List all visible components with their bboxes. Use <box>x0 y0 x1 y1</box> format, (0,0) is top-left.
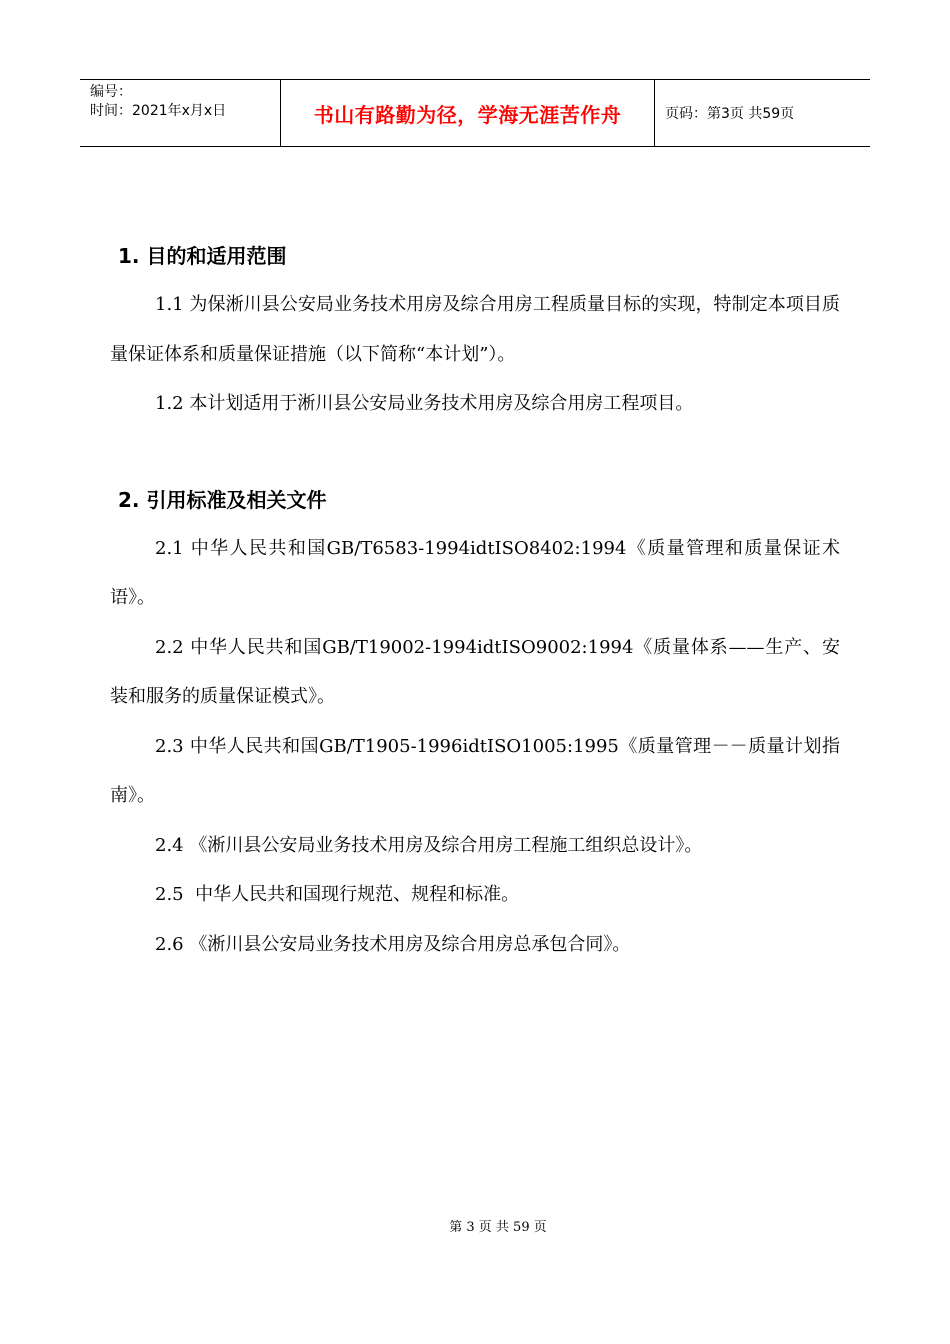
document-body <box>110 232 840 969</box>
paragraph: 2.4 《淅川县公安局业务技术用房及综合用房工程施工组织总设计》。 <box>155 834 703 856</box>
document-number-label: 编号： <box>90 84 132 100</box>
header-motto: 书山有路勤为径，学海无涯苦作舟 <box>313 102 622 127</box>
paragraph: 2.1 中华人民共和国GB/T6583-1994idtISO8402:1994《质量管理和质量保证术语》。 <box>110 537 840 608</box>
paragraph: 2.2 中华人民共和国GB/T19002-1994idtISO9002:1994《质量体系——生产、安装和服务的质量保证模式》。 <box>110 636 840 707</box>
section-heading: 1. 目的和适用范围 <box>118 244 287 268</box>
header-meta-cell <box>80 80 281 146</box>
paragraph: 1.2 本计划适用于淅川县公安局业务技术用房及综合用房工程项目。 <box>155 393 694 414</box>
document-header <box>80 79 870 147</box>
paragraph: 2.6 《淅川县公安局业务技术用房及综合用房总承包合同》。 <box>155 933 631 955</box>
header-motto-cell <box>281 80 655 146</box>
section-spacer <box>110 429 840 476</box>
paragraph: 2.3 中华人民共和国GB/T1905-1996idtISO1005:1995《质量管理－－质量计划指南》。 <box>110 735 840 806</box>
section-purpose-scope <box>110 232 840 429</box>
section-references <box>110 476 840 970</box>
footer-page-number: 第 3 页 共 59 页 <box>449 1220 547 1235</box>
document-time-label: 时间：2021年x月x日 <box>90 103 227 119</box>
header-page-cell <box>655 80 870 146</box>
page-footer <box>0 1216 950 1235</box>
header-page-info: 页码：第3页 共59页 <box>665 106 795 122</box>
paragraph: 1.1 为保淅川县公安局业务技术用房及综合用房工程质量目标的实现，特制定本项目质量保证体系和质量保证措施（以下简称“本计划”）。 <box>110 294 840 365</box>
paragraph: 2.5 中华人民共和国现行规范、规程和标准。 <box>155 884 520 905</box>
section-heading: 2. 引用标准及相关文件 <box>118 487 327 512</box>
